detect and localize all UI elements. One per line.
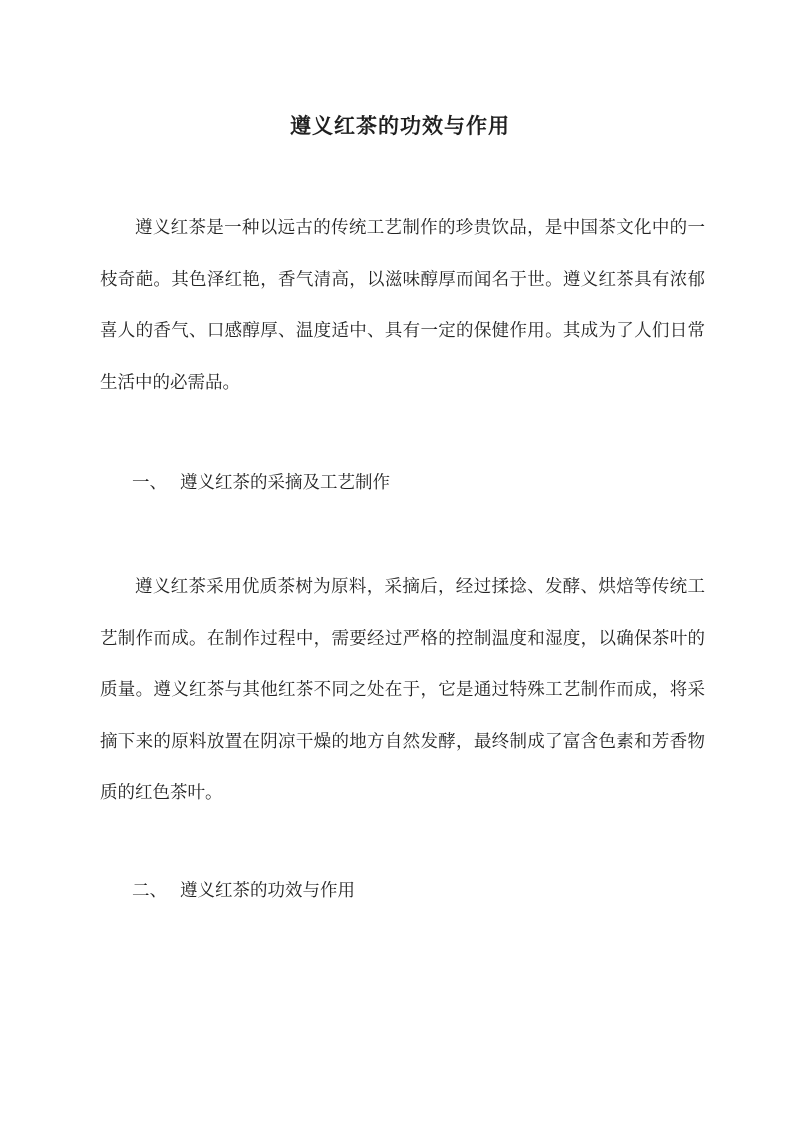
intro-paragraph: 遵义红茶是一种以远古的传统工艺制作的珍贵饮品，是中国茶文化中的一枝奇葩。其色泽红艳，香气清高，以滋味醇厚而闻名于世。遵义红茶具有浓郁喜人的香气、口感醇厚、温度适中、具有一定的保健作用。其成为了人们日常生活中的必需品。	[100, 218, 705, 393]
section-title-2: 遵义红茶的功效与作用	[180, 881, 355, 901]
section-heading-2	[132, 877, 355, 902]
section-heading-1	[132, 469, 390, 494]
section-title-1: 遵义红茶的采摘及工艺制作	[180, 473, 390, 493]
section-number-1: 一、	[132, 473, 167, 493]
section-1-paragraph: 遵义红茶采用优质茶树为原料，采摘后，经过揉捻、发酵、烘焙等传统工艺制作而成。在制作过程中，需要经过严格的控制温度和湿度，以确保茶叶的质量。遵义红茶与其他红茶不同之处在于，它是通过特殊工艺制作而成，将采摘下来的原料放置在阴凉干燥的地方自然发酵，最终制成了富含色素和芳香物质的红色茶叶。	[100, 577, 705, 803]
page-title: 遵义红茶的功效与作用	[290, 113, 510, 139]
section-number-2: 二、	[132, 881, 167, 901]
